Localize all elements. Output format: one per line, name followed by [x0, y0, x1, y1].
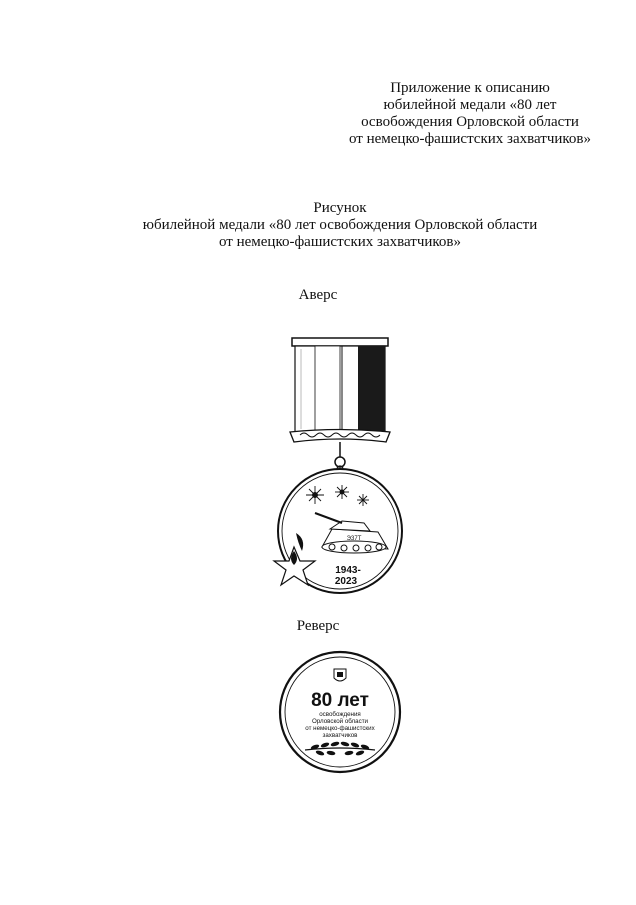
annex-line: освобождения Орловской области — [361, 114, 579, 130]
svg-text:ЭЗ7Т: ЭЗ7Т — [346, 536, 362, 542]
reverse-big-text: 80 лет — [311, 690, 369, 711]
annex-line: Приложение к описанию — [390, 80, 550, 96]
caption-line: от немецко-фашистских захватчиков» — [218, 234, 462, 250]
annex-line: юбилейной медали «80 лет — [383, 97, 557, 113]
years-line-1: 1943- — [335, 565, 361, 576]
reverse-disc — [280, 652, 400, 772]
reverse-medal-image — [265, 650, 415, 775]
figure-caption — [100, 200, 580, 251]
ribbon-top-bar — [292, 338, 388, 346]
obverse-medal-image — [270, 335, 410, 605]
annex-line: от немецко-фашистских захватчиков» — [348, 131, 592, 147]
caption-line: Рисунок — [313, 200, 367, 216]
obverse-disc — [274, 469, 402, 593]
years-line-2: 2023 — [334, 576, 358, 587]
medal-eyelet — [335, 442, 345, 472]
coat-of-arms — [334, 669, 346, 681]
reverse-small-line: освобождения — [319, 711, 361, 718]
ribbon-mount-ornament — [290, 430, 390, 443]
caption-line: юбилейной медали «80 лет освобождения Орловской области — [142, 217, 538, 233]
reverse-small-line: Орловской области — [311, 718, 369, 725]
reverse-small-line: от немецко-фашистских — [305, 725, 375, 732]
reverse-label: Реверс — [296, 618, 340, 634]
ribbon — [295, 346, 385, 432]
annex-note — [340, 80, 600, 148]
reverse-small-line: захватчиков — [322, 732, 358, 739]
obverse-label: Аверс — [298, 287, 338, 303]
